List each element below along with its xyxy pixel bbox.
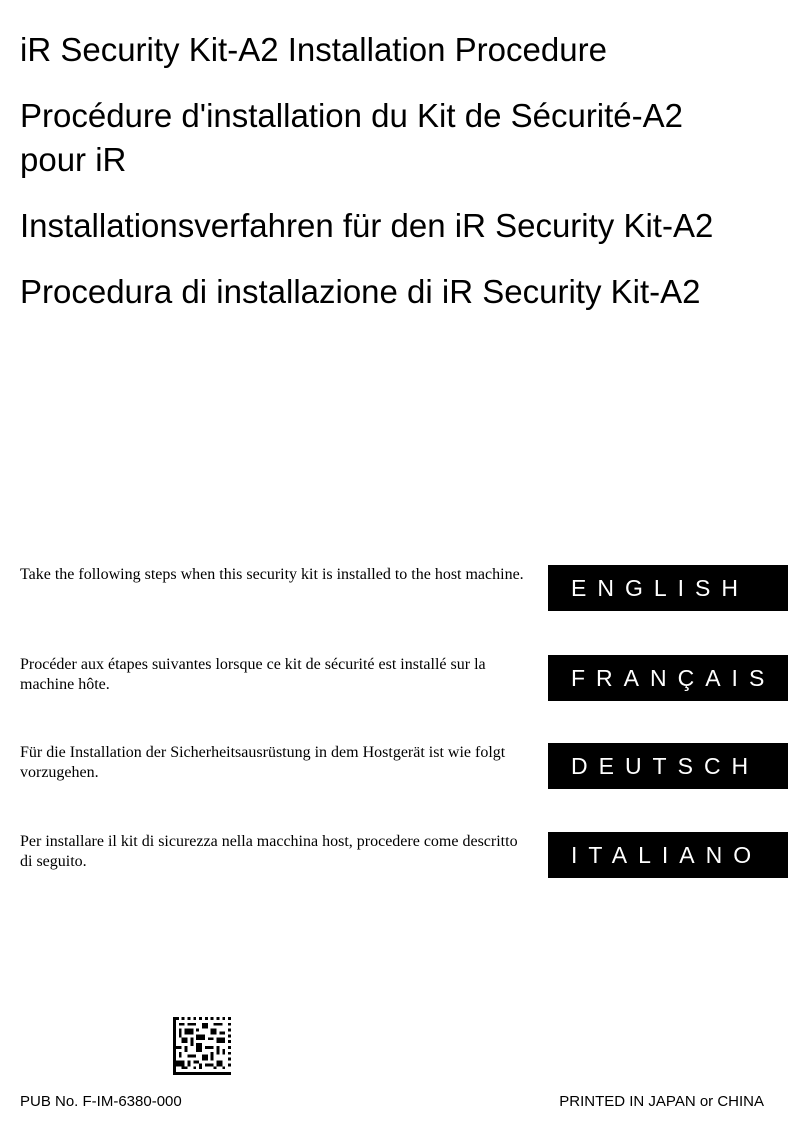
- title-german: Installationsverfahren für den iR Security Kit-A2: [20, 207, 714, 244]
- language-description: Take the following steps when this security kit is installed to the host machine.: [20, 566, 524, 583]
- title-italian: Procedura di installazione di iR Security Kit-A2: [20, 273, 701, 310]
- language-label-english: ENGLISH: [548, 565, 788, 611]
- datamatrix-code-icon: [173, 1017, 231, 1075]
- language-description: Für die Installation der Sicherheitsausrüstung in dem Hostgerät ist wie folgt vorzugehen.: [20, 744, 506, 781]
- language-section-english: [20, 565, 788, 613]
- language-section-french: [20, 655, 788, 703]
- title-block: [20, 28, 720, 336]
- publication-number: PUB No. F-IM-6380-000: [20, 1093, 182, 1110]
- title-english: iR Security Kit-A2 Installation Procedure: [20, 31, 607, 68]
- language-label-french: FRANÇAIS: [548, 655, 788, 701]
- language-section-german: [20, 743, 788, 791]
- language-description: Per installare il kit di sicurezza nella macchina host, procedere come descritto di seguito.: [20, 833, 518, 870]
- language-section-italian: [20, 832, 788, 880]
- printed-in: PRINTED IN JAPAN or CHINA: [559, 1093, 764, 1110]
- language-description: Procéder aux étapes suivantes lorsque ce kit de sécurité est installé sur la machine hôte.: [20, 656, 486, 693]
- title-french: Procédure d'installation du Kit de Sécurité-A2 pour iR: [20, 97, 684, 178]
- language-label-german: DEUTSCH: [548, 743, 788, 789]
- language-label-italian: ITALIANO: [548, 832, 788, 878]
